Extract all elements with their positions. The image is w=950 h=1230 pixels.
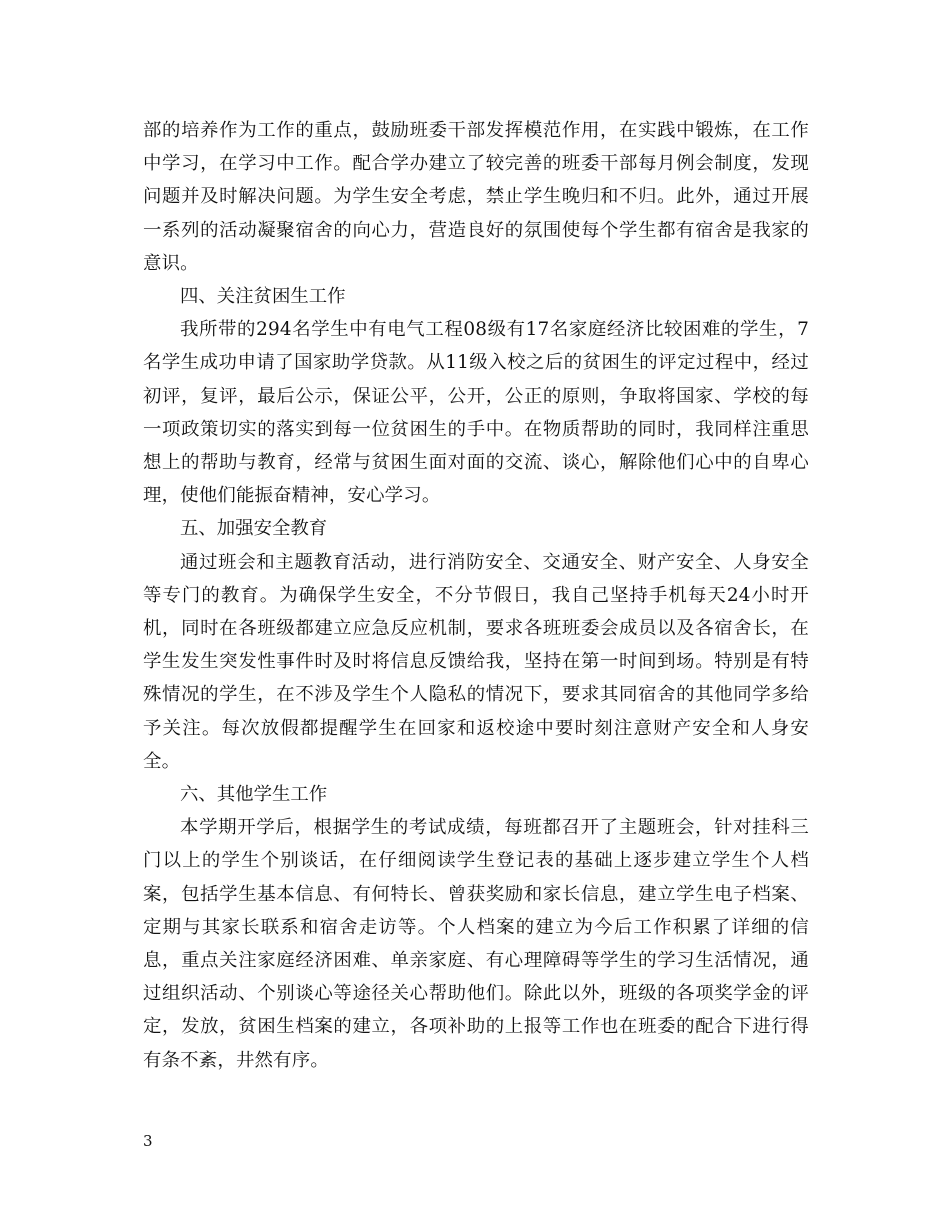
paragraph-poor-students: 我所带的294名学生中有电气工程08级有17名家庭经济比较困难的学生，7名学生成功申请了国家助学贷款。从11级入校之后的贫困生的评定过程中，经过初评，复评，最后公示，保证公平，公开，公正的原则，争取将国家、学校的每一项政策切实的落实到每一位贫困生的手中。在物质帮助的同时，我同样注重思想上的帮助与教育，经常与贫困生面对面的交流、谈心，解除他们心中的自卑心理，使他们能振奋精神，安心学习。 [143,319,809,507]
section-heading-safety-education: 五、加强安全教育 [180,518,328,540]
section-heading-poor-students: 四、关注贫困生工作 [180,286,346,308]
page-number: 3 [143,1132,153,1150]
paragraph-class-committee: 部的培养作为工作的重点，鼓励班委干部发挥模范作用，在实践中锻炼，在工作中学习，在学习中工作。配合学办建立了较完善的班委干部每月例会制度，发现问题并及时解决问题。为学生安全考虑，禁止学生晚归和不归。此外，通过开展一系列的活动凝聚宿舍的向心力，营造良好的氛围使每个学生都有宿舍是我家的意识。 [143,120,809,274]
page-body [143,114,809,1077]
paragraph-other-work: 本学期开学后，根据学生的考试成绩，每班都召开了主题班会，针对挂科三门以上的学生个别谈话，在仔细阅读学生登记表的基础上逐步建立学生个人档案，包括学生基本信息、有何特长、曾获奖励和家长信息，建立学生电子档案、定期与其家长联系和宿舍走访等。个人档案的建立为今后工作积累了详细的信息，重点关注家庭经济困难、单亲家庭、有心理障碍等学生的学习生活情况，通过组织活动、个别谈心等途径关心帮助他们。除此以外，班级的各项奖学金的评定，发放，贫困生档案的建立，各项补助的上报等工作也在班委的配合下进行得有条不紊，井然有序。 [143,817,809,1071]
paragraph-safety-education: 通过班会和主题教育活动，进行消防安全、交通安全、财产安全、人身安全等专门的教育。为确保学生安全，不分节假日，我自己坚持手机每天24小时开机，同时在各班级都建立应急反应机制，要求各班班委会成员以及各宿舍长，在学生发生突发性事件时及时将信息反馈给我，坚持在第一时间到场。特别是有特殊情况的学生，在不涉及学生个人隐私的情况下，要求其同宿舍的其他同学多给予关注。每次放假都提醒学生在回家和返校途中要时刻注意财产安全和人身安全。 [143,551,809,772]
section-heading-other-work: 六、其他学生工作 [180,784,328,806]
